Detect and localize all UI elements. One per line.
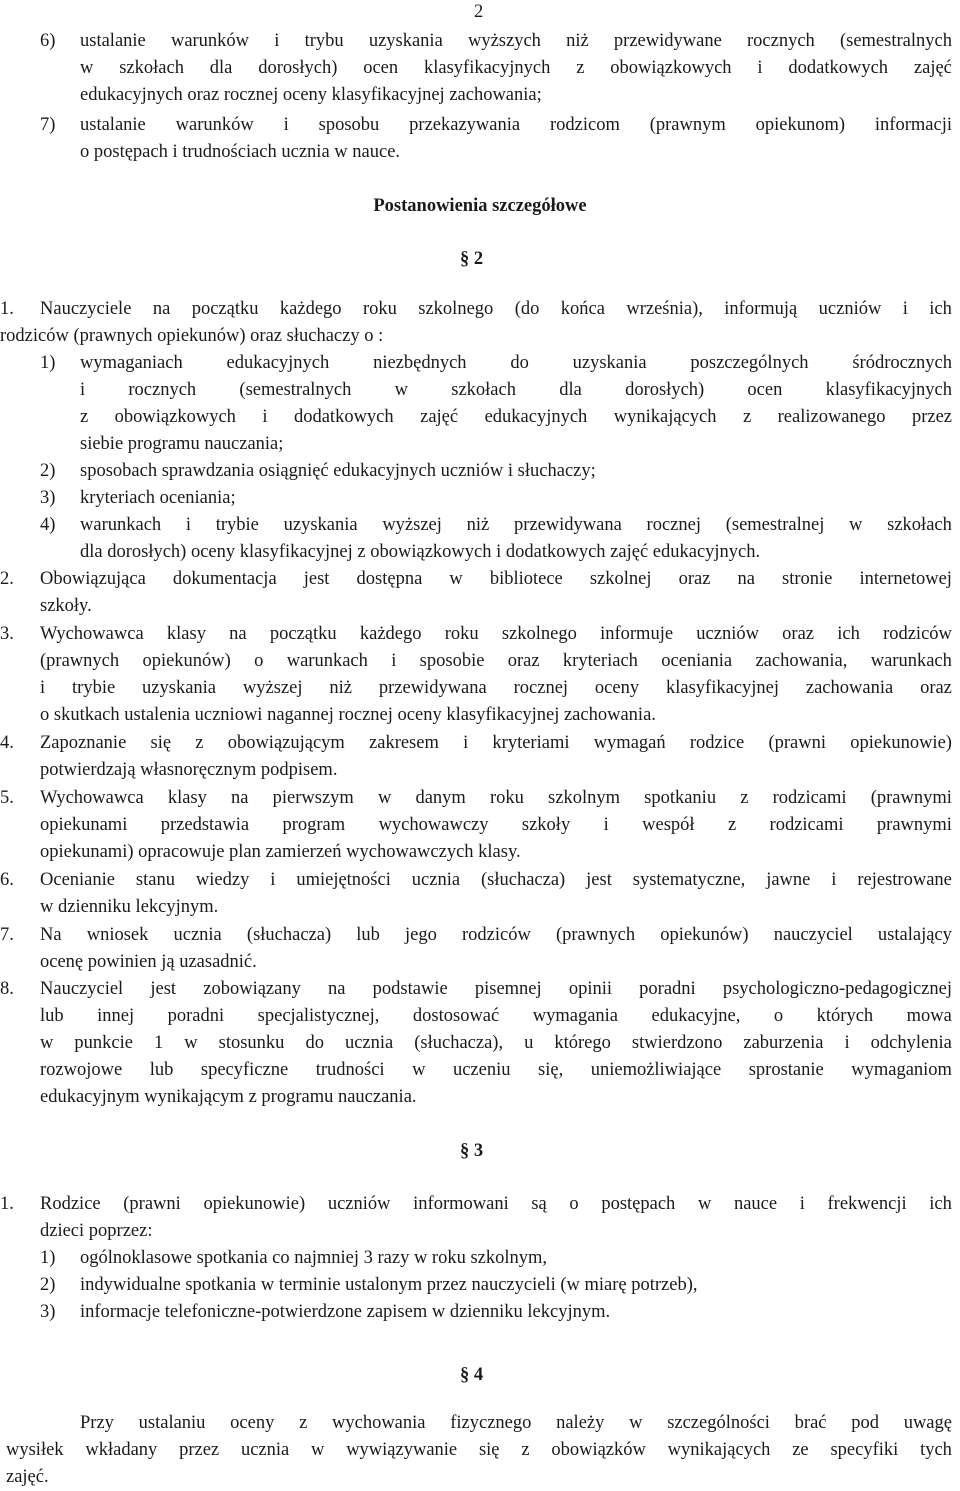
paragraph-1: 1. Nauczyciele na początku każdego roku szkolnego (do końca września), informują uczniów i ich rodziców (prawnych opiekunów) oraz słuchaczy o : [0,299,952,346]
paragraph-8: 8. Nauczyciel jest zobowiązany na podstawie pisemnej opinii poradni psychologiczno-pedagogicznej lub innej poradni specjalistycznej, dostosować wymagania edukacyjne, o których mowa w punkcie 1 w stosunku do ucznia (słuchacza), u którego stwierdzono zaburzenia i odchylenia rozwojowe lub specyficzne trudności w uczeniu się, uniemożliwiające sprostanie wymaganiom edukacyjnym wynikającym z programu nauczania. [0,979,952,1107]
paragraph-1: 1. Rodzice (prawni opiekunowie) uczniów informowani są o postępach w nauce i frekwencji ich dzieci poprzez: [0,1194,952,1241]
section-heading: Postanowienia szczegółowe [373,196,587,216]
list-item: 6) ustalanie warunków i trybu uzyskania wyższych niż przewidywane rocznych (semestralnych w szkołach dla dorosłych) ocen klasyfikacyjnych z obowiązkowych i dodatkowych zajęć edukacyjnych oraz rocznej oceny klasyfikacyjnej zachowania; [40,31,952,105]
paragraph-5: 5. Wychowawca klasy na pierwszym w danym roku szkolnym spotkaniu z rodzicami (prawnymi opiekunami przedstawia program wychowawczy szkoły i wespół z rodzicami prawnymi opiekunami) opracowuje plan zamierzeń wychowawczych klasy. [0,788,952,862]
list-item: 4) warunkach i trybie uzyskania wyższej niż przewidywana rocznej (semestralnej w szkołach dla dorosłych) oceny klasyfikacyjnej z obowiązkowych i dodatkowych zajęć edukacyjnych. [40,515,952,562]
list-item: 2) sposobach sprawdzania osiągnięć edukacyjnych uczniów i słuchaczy; [40,461,596,481]
paragraph-symbol-4: § 4 [460,1365,484,1385]
paragraph-3: 3. Wychowawca klasy na początku każdego roku szkolnego informuje uczniów oraz ich rodziców (prawnych opiekunów) o warunkach i sposobie oraz kryteriach oceniania zachowania, warunkach i trybie uzyskania wyższej niż przewidywana rocznej oceny klasyfikacyjnej zachowania oraz o skutkach ustalenia uczniowi nagannej rocznej oceny klasyfikacyjnej zachowania. [0,624,952,725]
list-item: 3) informacje telefoniczne-potwierdzone zapisem w dzienniku lekcyjnym. [40,1302,611,1322]
paragraph-2: 2. Obowiązująca dokumentacja jest dostępna w bibliotece szkolnej oraz na stronie internetowej szkoły. [0,569,952,616]
list-item: 1) wymaganiach edukacyjnych niezbędnych do uzyskania poszczególnych śródrocznych i rocznych (semestralnych w szkołach dla dorosłych) ocen klasyfikacyjnych z obowiązkowych i dodatkowych zajęć edukacyjnych wynikających z realizowanego przez siebie programu nauczania; [40,353,952,454]
paragraph-4: 4. Zapoznanie się z obowiązującym zakresem i kryteriami wymagań rodzice (prawni opiekunowie) potwierdzają własnoręcznym podpisem. [0,733,952,780]
page-number: 2 [474,2,484,22]
paragraph-6: 6. Ocenianie stanu wiedzy i umiejętności ucznia (słuchacza) jest systematyczne, jawne i rejestrowane w dzienniku lekcyjnym. [0,870,952,917]
list-item: 3) kryteriach oceniania; [40,488,236,508]
paragraph-body: Przy ustalaniu oceny z wychowania fizycznego należy w szczególności brać pod uwagę wysiłek wkładany przez ucznia w wywiązywanie się z obowiązków wynikających ze specyfiki tych zajęć. [6,1413,952,1487]
list-item: 7) ustalanie warunków i sposobu przekazywania rodzicom (prawnym opiekunom) informacji o postępach i trudnościach ucznia w nauce. [40,115,952,162]
paragraph-symbol-2: § 2 [460,249,484,269]
list-item: 2) indywidualne spotkania w terminie ustalonym przez nauczycieli (w miarę potrzeb), [40,1275,698,1295]
list-item: 1) ogólnoklasowe spotkania co najmniej 3 razy w roku szkolnym, [40,1248,548,1268]
paragraph-symbol-3: § 3 [460,1141,484,1161]
paragraph-7: 7. Na wniosek ucznia (słuchacza) lub jego rodziców (prawnych opiekunów) nauczyciel ustalający ocenę powinien ją uzasadnić. [0,925,952,972]
